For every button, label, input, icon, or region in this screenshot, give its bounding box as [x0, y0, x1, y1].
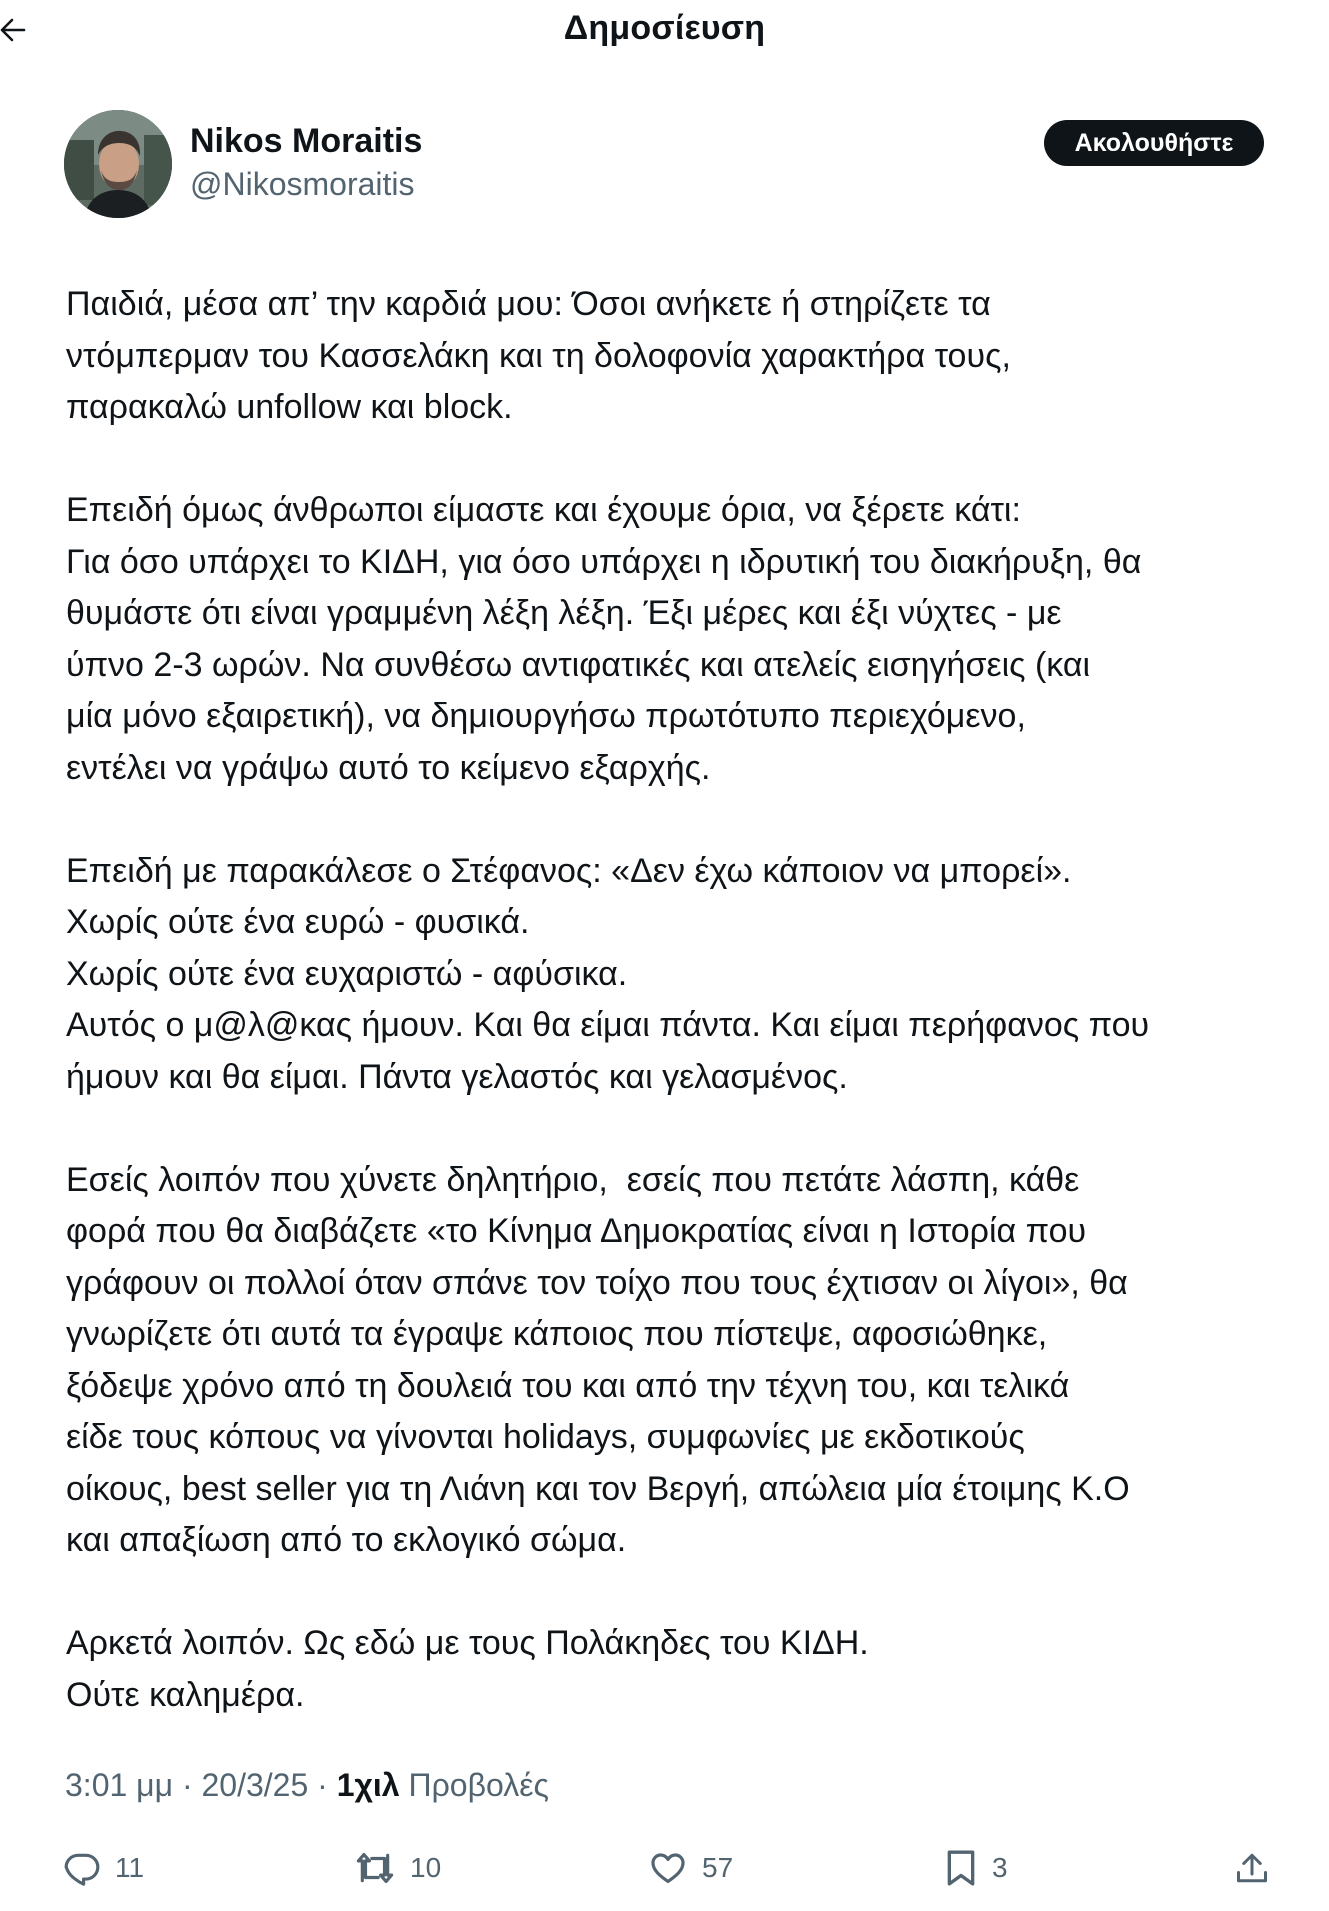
post-meta — [65, 1767, 549, 1804]
reply-icon — [63, 1849, 101, 1887]
top-bar — [0, 0, 1329, 64]
page-title: Δημοσίευση — [563, 9, 766, 47]
reply-button[interactable] — [63, 1838, 144, 1898]
share-button[interactable] — [1234, 1838, 1270, 1898]
avatar-photo — [64, 110, 172, 218]
post-date[interactable]: 20/3/25 — [201, 1767, 309, 1803]
post-header — [64, 110, 1264, 220]
author-name[interactable]: Nikos Moraitis — [190, 122, 423, 160]
follow-button[interactable]: Ακολουθήστε — [1044, 120, 1264, 166]
author-handle[interactable]: @Nikosmoraitis — [190, 166, 415, 202]
share-icon — [1234, 1849, 1270, 1887]
like-count: 57 — [702, 1852, 734, 1883]
action-bar — [0, 1838, 1329, 1898]
bookmark-button[interactable] — [944, 1838, 1008, 1898]
repost-button[interactable] — [354, 1838, 441, 1898]
repost-icon — [354, 1849, 396, 1887]
post-text: Παιδιά, μέσα απ’ την καρδιά μου: Όσοι ανήκετε ή στηρίζετε τα ντόμπερμαν του Κασσελάκη και τη δολοφονία χαρακτήρα τους, παρακαλώ unfollow και block. Επειδή όμως άνθρωποι είμαστε και έχουμε όρια, να ξέρετε κάτι: Για όσο υπάρχει το ΚΙΔΗ, για όσο υπάρχει η ιδρυτική του διακήρυξη, θα θυμάστε ότι είναι γραμμένη λέξη λέξη. Έξι μέρες και έξι νύχτες - με ύπνο 2-3 ωρών. Να συνθέσω αντιφατικές και ατελείς εισηγήσεις (και μία μόνο εξαιρετική), να δημιουργήσω πρωτότυπο περιεχόμενο, εντέλει να γράψω αυτό το κείμενο εξαρχής. Επειδή με παρακάλεσε ο Στέφανος: «Δεν έχω κάποιον να μπορεί». Χωρίς ούτε ένα ευρώ - φυσικά. Χωρίς ούτε ένα ευχαριστώ - αφύσικα. Αυτός ο μ@λ@κας ήμουν. Και θα είμαι πάντα. Και είμαι περήφανος που ήμουν και θα είμαι. Πάντα γελαστός και γελασμένος. Εσείς λοιπόν που χύνετε δηλητήριο, εσείς που πετάτε λάσπη, κάθε φορά που θα διαβάζετε «το Κίνημα Δημοκρατίας είναι η Ιστορία που γράφουν οι πολλοί όταν σπάνε τον τοίχο που τους έχτισαν οι λίγοι», θα γνωρίζετε ότι αυτά τα έγραψε κάποιος που πίστεψε, αφοσιώθηκε, ξόδεψε χρόνο από τη δουλειά του και από την τέχνη του, και τελικά είδε τους κόπους να γίνονται holidays, συμφωνίες με εκδοτικούς οίκους, best seller για τη Λιάνη και τον Βεργή, απώλεια μία έτοιμης Κ.Ο και απαξίωση από το εκλογικό σώμα. Αρκετά λοιπόν. Ως εδώ με τους Πολάκηδες του ΚΙΔΗ. Ούτε καλημέρα. — [66, 285, 1150, 1714]
meta-separator: · — [173, 1767, 202, 1803]
post-time[interactable]: 3:01 μμ — [65, 1767, 174, 1803]
meta-separator: · — [308, 1767, 337, 1803]
reply-count: 11 — [115, 1852, 145, 1883]
avatar[interactable] — [64, 110, 172, 218]
bookmark-icon — [944, 1848, 978, 1888]
bookmark-count: 3 — [992, 1852, 1008, 1883]
heart-icon — [648, 1849, 688, 1887]
views-count[interactable]: 1χιλ — [336, 1767, 400, 1803]
views-label: Προβολές — [399, 1767, 549, 1803]
like-button[interactable] — [648, 1838, 733, 1898]
repost-count: 10 — [410, 1852, 442, 1883]
